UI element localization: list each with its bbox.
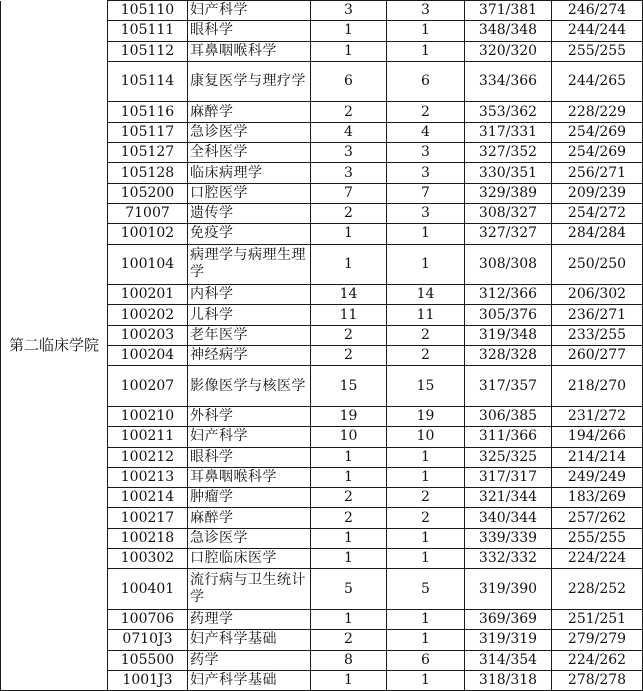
admitted-count-cell: 1 [387,528,465,548]
sub-score-range-cell: 257/262 [552,508,643,528]
major-name-cell: 口腔临床医学 [188,549,311,569]
major-code-cell: 100706 [108,609,188,629]
major-name-cell: 妇产科学 [188,1,311,21]
sub-score-range-cell: 183/269 [552,488,643,508]
major-code-cell: 100217 [108,508,188,528]
admitted-count-cell: 2 [387,325,465,345]
major-code-cell: 100104 [108,244,188,285]
major-code-cell: 105114 [108,61,188,102]
plan-count-cell: 1 [311,609,387,629]
plan-count-cell: 3 [311,1,387,21]
sub-score-range-cell: 236/271 [552,305,643,325]
sub-score-range-cell: 251/251 [552,609,643,629]
major-code-cell: 100212 [108,447,188,467]
major-code-cell: 100102 [108,224,188,244]
plan-count-cell: 10 [311,427,387,447]
major-code-cell: 105128 [108,163,188,183]
major-code-cell: 105117 [108,122,188,142]
admitted-count-cell: 19 [387,406,465,426]
sub-score-range-cell: 260/277 [552,346,643,366]
total-score-range-cell: 353/362 [465,102,552,122]
major-name-cell: 麻醉学 [188,508,311,528]
total-score-range-cell: 327/352 [465,143,552,163]
total-score-range-cell: 339/339 [465,528,552,548]
major-code-cell: 105116 [108,102,188,122]
admitted-count-cell: 1 [387,549,465,569]
major-name-cell: 麻醉学 [188,102,311,122]
total-score-range-cell: 321/344 [465,488,552,508]
total-score-range-cell: 314/354 [465,650,552,670]
total-score-range-cell: 330/351 [465,163,552,183]
major-name-cell: 耳鼻咽喉科学 [188,41,311,61]
major-name-cell: 口腔医学 [188,183,311,203]
plan-count-cell: 8 [311,650,387,670]
total-score-range-cell: 317/331 [465,122,552,142]
plan-count-cell: 11 [311,305,387,325]
admitted-count-cell: 3 [387,203,465,223]
total-score-range-cell: 348/348 [465,21,552,41]
plan-count-cell: 1 [311,467,387,487]
college-name-cell: 第二临床学院 [1,1,108,691]
sub-score-range-cell: 255/255 [552,41,643,61]
plan-count-cell: 14 [311,285,387,305]
plan-count-cell: 2 [311,508,387,528]
total-score-range-cell: 311/366 [465,427,552,447]
major-name-cell: 遗传学 [188,203,311,223]
table-row [1,1,643,21]
sub-score-range-cell: 233/255 [552,325,643,345]
total-score-range-cell: 332/332 [465,549,552,569]
sub-score-range-cell: 214/214 [552,447,643,467]
major-name-cell: 急诊医学 [188,528,311,548]
major-code-cell: 100202 [108,305,188,325]
plan-count-cell: 19 [311,406,387,426]
plan-count-cell: 2 [311,488,387,508]
admitted-count-cell: 1 [387,447,465,467]
sub-score-range-cell: 256/271 [552,163,643,183]
plan-count-cell: 2 [311,203,387,223]
major-code-cell: 100207 [108,366,188,407]
major-name-cell: 儿科学 [188,305,311,325]
admitted-count-cell: 3 [387,163,465,183]
major-name-cell: 耳鼻咽喉科学 [188,467,311,487]
total-score-range-cell: 325/325 [465,447,552,467]
admitted-count-cell: 2 [387,102,465,122]
major-name-cell: 老年医学 [188,325,311,345]
sub-score-range-cell: 249/249 [552,467,643,487]
sub-score-range-cell: 254/269 [552,143,643,163]
major-code-cell: 105112 [108,41,188,61]
plan-count-cell: 7 [311,183,387,203]
major-code-cell: 105200 [108,183,188,203]
major-name-cell: 康复医学与理疗学 [188,61,311,102]
total-score-range-cell: 329/389 [465,183,552,203]
total-score-range-cell: 328/328 [465,346,552,366]
admitted-count-cell: 2 [387,346,465,366]
major-name-cell: 药理学 [188,609,311,629]
admitted-count-cell: 10 [387,427,465,447]
admitted-count-cell: 4 [387,122,465,142]
plan-count-cell: 1 [311,21,387,41]
major-code-cell: 100201 [108,285,188,305]
major-code-cell: 0710J3 [108,630,188,650]
admitted-count-cell: 11 [387,305,465,325]
plan-count-cell: 1 [311,224,387,244]
major-code-cell: 105500 [108,650,188,670]
major-code-cell: 100302 [108,549,188,569]
major-name-cell: 急诊医学 [188,122,311,142]
major-name-cell: 临床病理学 [188,163,311,183]
total-score-range-cell: 306/385 [465,406,552,426]
plan-count-cell: 2 [311,102,387,122]
plan-count-cell: 6 [311,61,387,102]
major-name-cell: 流行病与卫生统计学 [188,569,311,610]
total-score-range-cell: 320/320 [465,41,552,61]
plan-count-cell: 1 [311,670,387,690]
plan-count-cell: 2 [311,346,387,366]
admitted-count-cell: 1 [387,630,465,650]
sub-score-range-cell: 279/279 [552,630,643,650]
total-score-range-cell: 319/390 [465,569,552,610]
plan-count-cell: 3 [311,163,387,183]
total-score-range-cell: 312/366 [465,285,552,305]
admitted-count-cell: 3 [387,143,465,163]
plan-count-cell: 1 [311,549,387,569]
plan-count-cell: 1 [311,41,387,61]
admitted-count-cell: 2 [387,488,465,508]
major-name-cell: 妇产科学 [188,427,311,447]
admitted-count-cell: 14 [387,285,465,305]
admitted-count-cell: 1 [387,670,465,690]
sub-score-range-cell: 228/252 [552,569,643,610]
major-name-cell: 全科医学 [188,143,311,163]
admitted-count-cell: 15 [387,366,465,407]
major-name-cell: 肿瘤学 [188,488,311,508]
total-score-range-cell: 319/319 [465,630,552,650]
sub-score-range-cell: 254/269 [552,122,643,142]
sub-score-range-cell: 218/270 [552,366,643,407]
plan-count-cell: 5 [311,569,387,610]
sub-score-range-cell: 278/278 [552,670,643,690]
table-body [1,1,643,691]
major-code-cell: 1001J3 [108,670,188,690]
plan-count-cell: 2 [311,630,387,650]
major-code-cell: 100203 [108,325,188,345]
admitted-count-cell: 1 [387,467,465,487]
total-score-range-cell: 340/344 [465,508,552,528]
total-score-range-cell: 317/357 [465,366,552,407]
sub-score-range-cell: 206/302 [552,285,643,305]
sub-score-range-cell: 224/262 [552,650,643,670]
admitted-count-cell: 1 [387,41,465,61]
sub-score-range-cell: 284/284 [552,224,643,244]
total-score-range-cell: 334/366 [465,61,552,102]
admitted-count-cell: 2 [387,508,465,528]
total-score-range-cell: 319/348 [465,325,552,345]
major-name-cell: 影像医学与核医学 [188,366,311,407]
major-name-cell: 外科学 [188,406,311,426]
plan-count-cell: 4 [311,122,387,142]
admitted-count-cell: 1 [387,21,465,41]
sub-score-range-cell: 228/229 [552,102,643,122]
major-name-cell: 眼科学 [188,447,311,467]
admitted-count-cell: 3 [387,1,465,21]
major-name-cell: 药学 [188,650,311,670]
total-score-range-cell: 327/327 [465,224,552,244]
major-name-cell: 神经病学 [188,346,311,366]
major-name-cell: 妇产科学基础 [188,630,311,650]
plan-count-cell: 2 [311,325,387,345]
sub-score-range-cell: 254/272 [552,203,643,223]
sub-score-range-cell: 244/244 [552,21,643,41]
sub-score-range-cell: 224/224 [552,549,643,569]
admitted-count-cell: 1 [387,244,465,285]
sub-score-range-cell: 194/266 [552,427,643,447]
major-name-cell: 内科学 [188,285,311,305]
major-code-cell: 100214 [108,488,188,508]
major-name-cell: 免疫学 [188,224,311,244]
major-code-cell: 100204 [108,346,188,366]
admitted-count-cell: 1 [387,609,465,629]
admitted-count-cell: 7 [387,183,465,203]
major-name-cell: 妇产科学基础 [188,670,311,690]
plan-count-cell: 1 [311,528,387,548]
major-code-cell: 100211 [108,427,188,447]
admitted-count-cell: 6 [387,61,465,102]
major-code-cell: 105111 [108,21,188,41]
sub-score-range-cell: 250/250 [552,244,643,285]
admitted-count-cell: 6 [387,650,465,670]
major-name-cell: 眼科学 [188,21,311,41]
major-code-cell: 100213 [108,467,188,487]
total-score-range-cell: 318/318 [465,670,552,690]
total-score-range-cell: 369/369 [465,609,552,629]
total-score-range-cell: 305/376 [465,305,552,325]
major-name-cell: 病理学与病理生理学 [188,244,311,285]
major-code-cell: 105127 [108,143,188,163]
admitted-count-cell: 1 [387,224,465,244]
total-score-range-cell: 317/317 [465,467,552,487]
total-score-range-cell: 308/308 [465,244,552,285]
plan-count-cell: 1 [311,244,387,285]
sub-score-range-cell: 209/239 [552,183,643,203]
plan-count-cell: 3 [311,143,387,163]
sub-score-range-cell: 231/272 [552,406,643,426]
major-code-cell: 71007 [108,203,188,223]
total-score-range-cell: 308/327 [465,203,552,223]
sub-score-range-cell: 246/274 [552,1,643,21]
sub-score-range-cell: 244/265 [552,61,643,102]
plan-count-cell: 1 [311,447,387,467]
total-score-range-cell: 371/381 [465,1,552,21]
major-code-cell: 100218 [108,528,188,548]
major-code-cell: 100210 [108,406,188,426]
admitted-count-cell: 5 [387,569,465,610]
major-code-cell: 100401 [108,569,188,610]
major-code-cell: 105110 [108,1,188,21]
sub-score-range-cell: 255/255 [552,528,643,548]
plan-count-cell: 15 [311,366,387,407]
